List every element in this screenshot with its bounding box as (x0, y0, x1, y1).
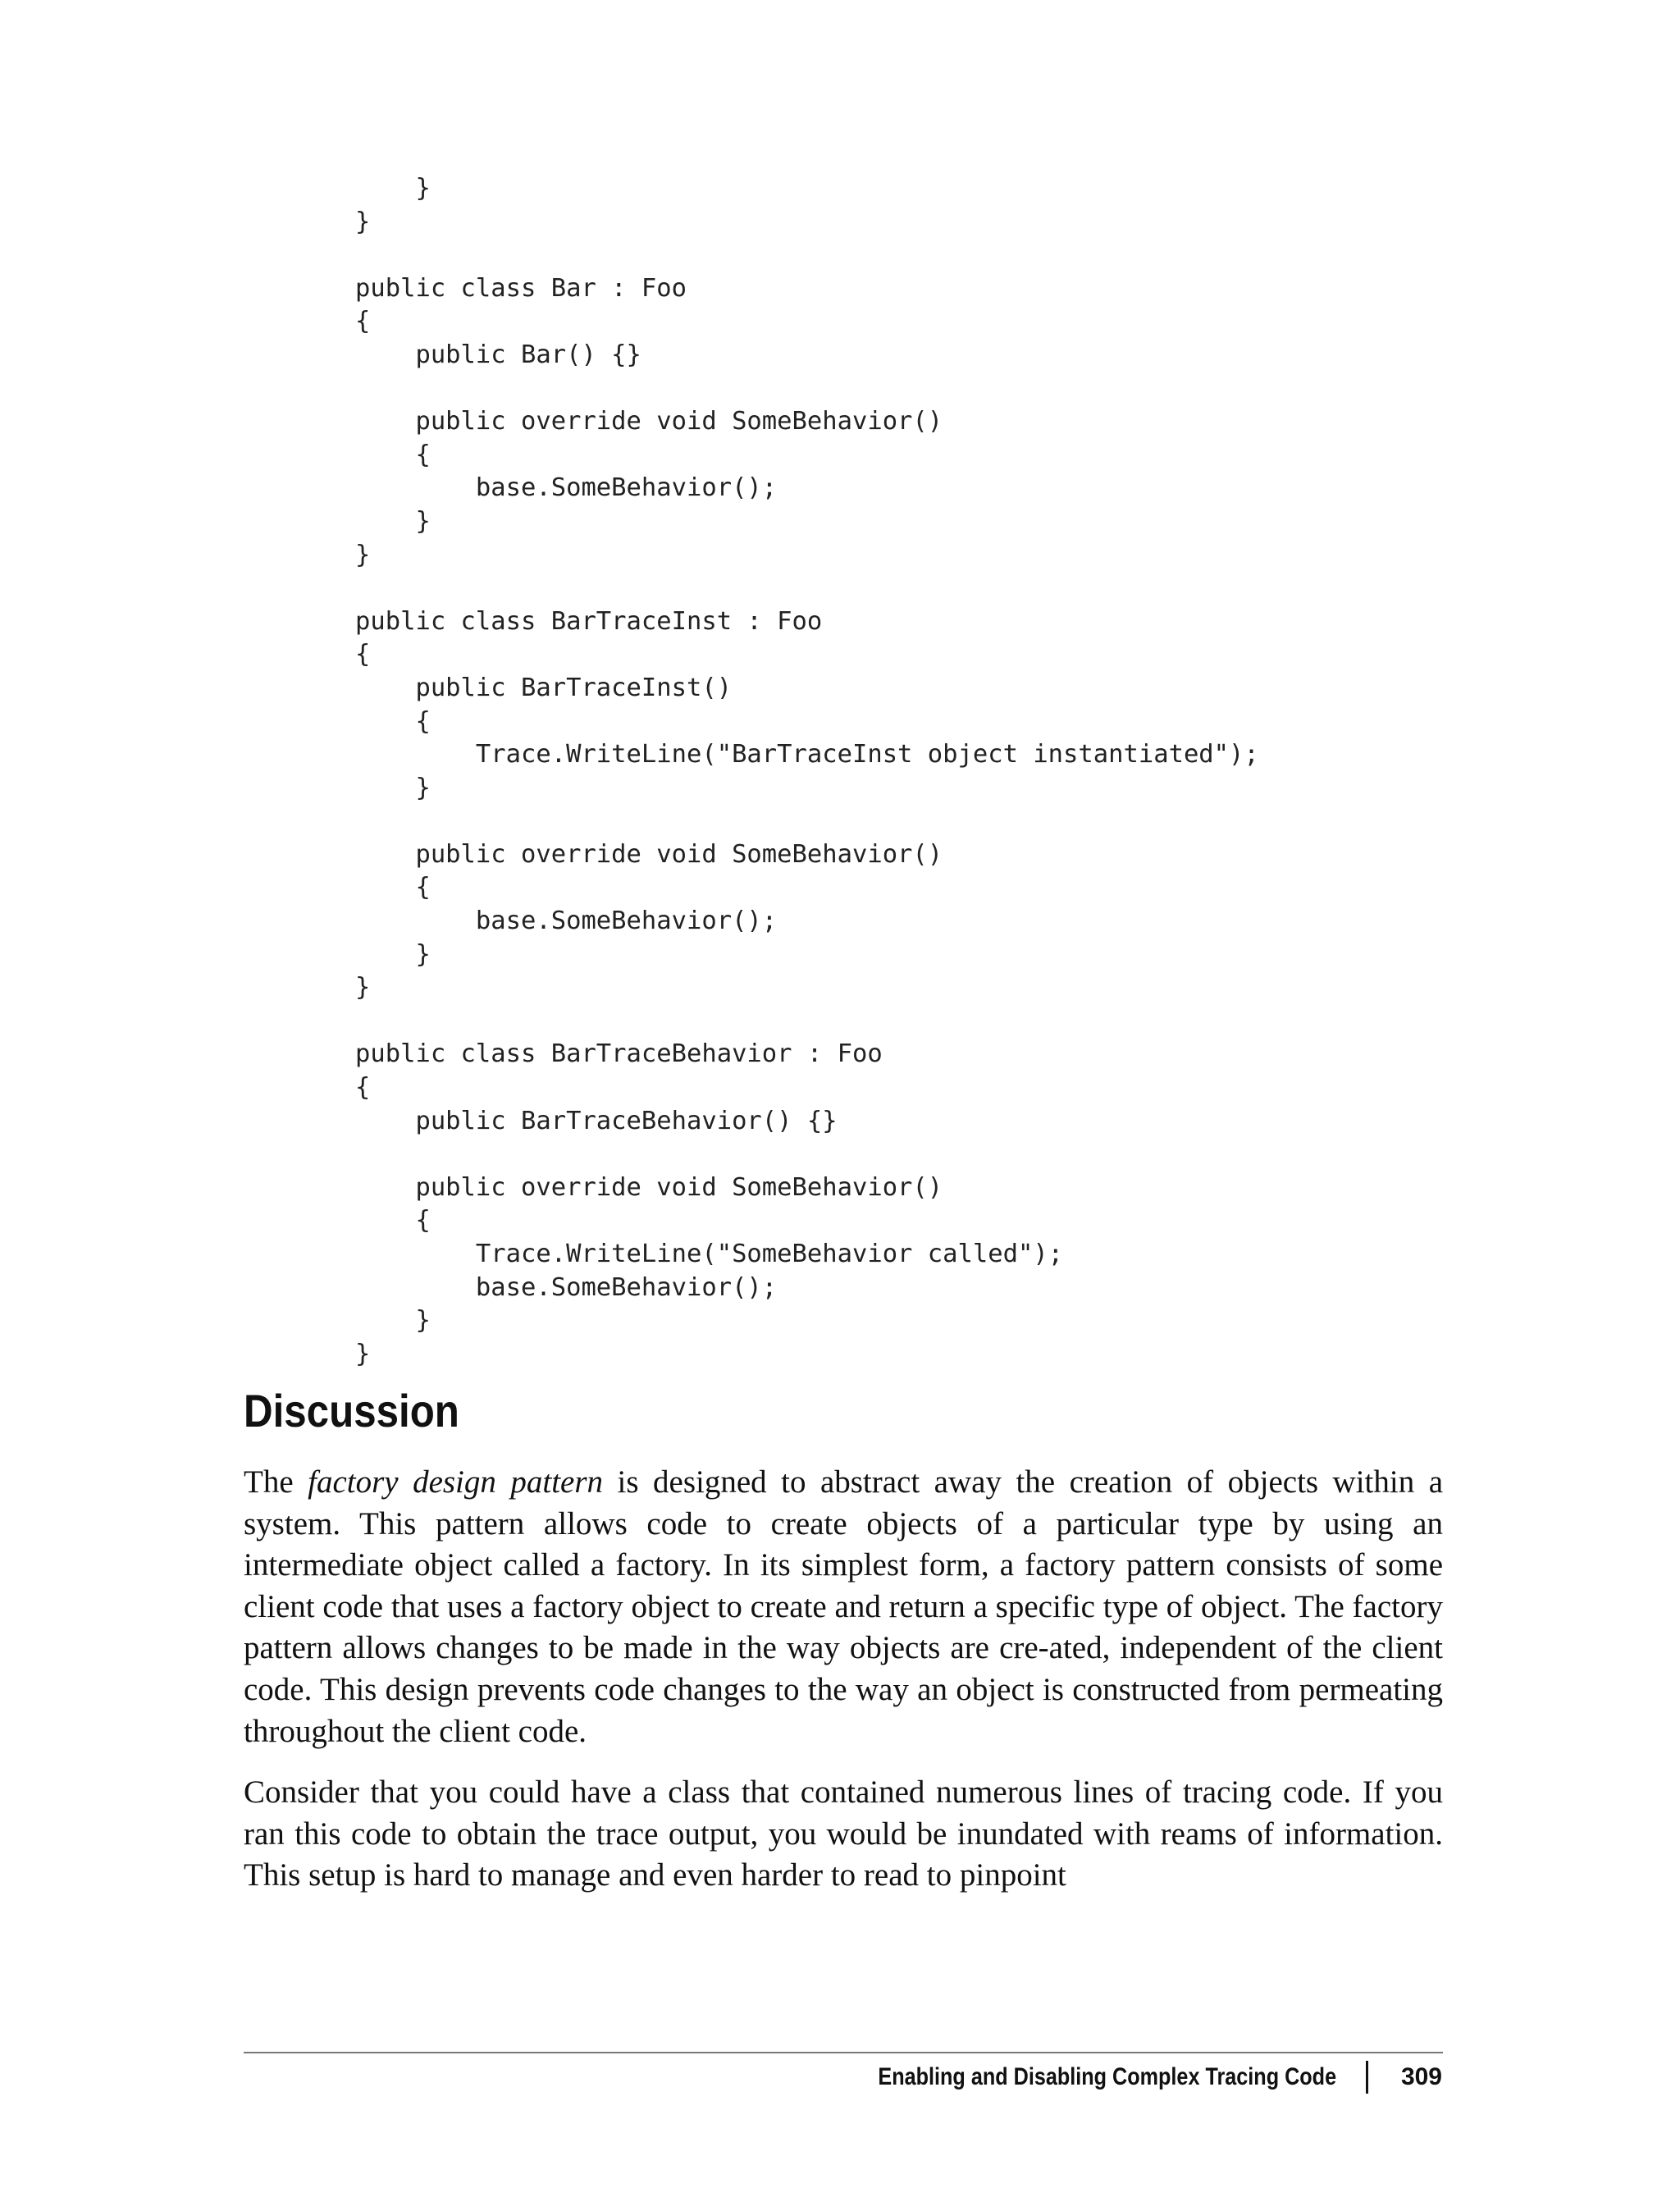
code-line: { (355, 1206, 431, 1235)
code-line: { (355, 873, 431, 902)
running-footer (791, 2061, 1442, 2094)
paragraph-lead: The (244, 1464, 308, 1500)
code-line: } (355, 773, 431, 802)
code-line: { (355, 440, 431, 469)
code-line (355, 239, 1259, 272)
body-paragraph-2: Consider that you could have a class that contained numerous lines of tracing code. If you ran this code to obtain the trace output, you would be inundated with reams of information. This setup is hard to manage and even harder to read to pinpoint (244, 1774, 1443, 1893)
code-line: Trace.WriteLine("SomeBehavior called"); (355, 1240, 1064, 1268)
code-line: public class BarTraceBehavior : Foo (355, 1039, 883, 1069)
footer-separator (1366, 2061, 1368, 2094)
code-line: } (355, 939, 431, 969)
footer-section-title: Enabling and Disabling Complex Tracing Code (878, 2063, 1336, 2090)
code-line: { (355, 640, 371, 669)
code-line: base.SomeBehavior(); (355, 1272, 778, 1302)
code-line: public override void SomeBehavior() (355, 407, 943, 436)
code-line (355, 372, 1259, 406)
code-line: base.SomeBehavior(); (355, 473, 778, 503)
code-line: public BarTraceInst() (355, 673, 733, 702)
page-number: 309 (1400, 2063, 1442, 2090)
code-line: } (355, 973, 371, 1003)
footer-rule (244, 2052, 1443, 2053)
paragraph-rest: is designed to abstract away the creation of objects within a system. This pattern allows code to create objects of a particular type by using an intermediate object called a factory. In its simplest form, a factory pattern consists of some client code that uses a factory object to create and return a specific type of object. The factory pattern allows changes to be made in the way objects are cre-ated, independent of the client code. This design prevents code changes to the way an object is constructed from permeating throughout the client code. (244, 1464, 1444, 1749)
code-line: } (355, 207, 371, 236)
code-line: public override void SomeBehavior() (355, 839, 943, 869)
code-line (355, 1138, 1259, 1172)
code-line (355, 1005, 1259, 1039)
emphasized-term: factory design pattern (308, 1464, 604, 1500)
code-line: } (355, 506, 431, 536)
body-paragraph-1 (244, 1462, 1443, 1752)
code-line: public BarTraceBehavior() {} (355, 1106, 838, 1135)
code-line: } (355, 174, 431, 203)
code-line: } (355, 1306, 431, 1336)
code-line: } (355, 1339, 371, 1368)
code-line: base.SomeBehavior(); (355, 907, 778, 936)
code-line: { (355, 307, 371, 336)
code-listing (355, 172, 1259, 1371)
code-line (355, 572, 1259, 605)
code-line: { (355, 1073, 371, 1103)
code-line (355, 805, 1259, 838)
code-line: { (355, 706, 431, 736)
code-line: } (355, 540, 371, 569)
code-line: public override void SomeBehavior() (355, 1172, 943, 1202)
code-line: public Bar() {} (355, 340, 641, 369)
code-line: public class BarTraceInst : Foo (355, 606, 823, 636)
code-line: public class Bar : Foo (355, 273, 687, 303)
code-line: Trace.WriteLine("BarTraceInst object instantiated"); (355, 740, 1259, 770)
section-heading: Discussion (244, 1385, 459, 1436)
